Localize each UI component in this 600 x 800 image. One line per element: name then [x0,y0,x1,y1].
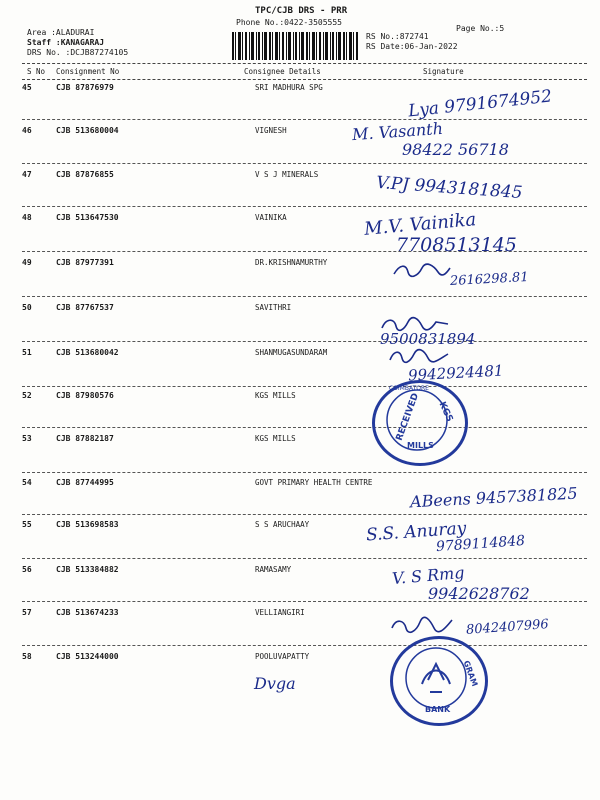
row-sno: 45 [22,83,32,92]
signature-54: ABeens 9457381825 [409,483,579,512]
row-consignee: S S ARUCHAAY [255,520,310,529]
drs-number: DRS No. :DCJB87274105 [27,48,129,57]
row-consignee: POOLUVAPATTY [255,652,310,661]
col-sno: S No [27,67,46,76]
col-consignment: Consignment No [56,67,120,76]
rs-number: RS No.:872741 [366,32,429,41]
stamp-coimbatore-text: COIMBATORE [389,385,429,392]
signature-50-phone: 9500831894 [380,330,476,348]
tamil-signature-57 [390,616,454,636]
row-sno: 47 [22,170,32,179]
row-divider [22,427,587,428]
row-divider [22,206,587,207]
table-header [0,64,600,80]
bank-stamp-bank-text: BANK [425,705,451,714]
signature-46-phone: 98422 56718 [402,140,509,159]
row-sno: 58 [22,652,32,661]
row-consignment: CJB 513680004 [56,126,119,135]
row-consignee: DR.KRISHNAMURTHY [255,258,328,267]
row-sno: 51 [22,348,32,357]
row-consignment: CJB 513680042 [56,348,119,357]
row-sno: 53 [22,434,32,443]
row-consignment: CJB 513698583 [56,520,119,529]
staff-label: Staff :KANAGARAJ [27,38,105,47]
row-divider [22,558,587,559]
row-consignee: V S J MINERALS [255,170,319,179]
row-consignment: CJB 87977391 [56,258,114,267]
col-consignee: Consignee Details [244,67,321,76]
received-stamp-kgs [372,380,468,466]
table-row [0,348,600,392]
row-divider [22,472,587,473]
page-number: Page No.:5 [456,24,505,33]
row-divider [22,163,587,164]
area-label: Area :ALADURAI [27,28,95,37]
signature-46-name: M. Vasanth [351,118,444,145]
signature-45: Lya 9791674952 [407,86,553,122]
signature-51-phone: 9942924481 [407,361,504,385]
table-row [0,391,600,435]
signature-47: V.PJ 9943181845 [375,172,524,204]
table-row [0,126,600,170]
row-divider [22,341,587,342]
row-consignee: SAVITHRI [255,303,292,312]
row-sno: 56 [22,565,32,574]
signature-57-phone: 8042407996 [465,617,550,638]
row-consignee: VIGNESH [255,126,287,135]
bank-stamp [390,636,488,726]
signature-48-phone: 7708513145 [396,234,517,256]
signature-56-name: V. S Rmg [391,562,466,589]
signature-56-phone: 9942628762 [428,584,530,603]
tamil-signature-49 [392,262,452,280]
row-sno: 50 [22,303,32,312]
barcode-image [232,32,360,60]
phone-number: Phone No.:0422-3505555 [236,18,342,27]
bank-stamp-gram-text: GRAM [461,659,480,688]
row-consignment: CJB 87980576 [56,391,114,400]
row-consignment: CJB 87744995 [56,478,114,487]
row-consignment: CJB 87767537 [56,303,114,312]
row-consignment: CJB 87882187 [56,434,114,443]
row-divider [22,645,587,646]
tamil-signature-51 [388,346,452,366]
row-consignment: CJB 513244000 [56,652,119,661]
col-signature: Signature [423,67,464,76]
row-sno: 48 [22,213,32,222]
header-divider-bottom [22,79,587,80]
row-consignee: SRI MADHURA SPG [255,83,323,92]
row-sno: 46 [22,126,32,135]
signature-49-phone: 2616298.81 [449,269,529,290]
signature-55-phone: 9789114848 [435,532,526,556]
document-title: TPC/CJB DRS - PRR [255,6,348,16]
row-sno: 57 [22,608,32,617]
row-divider [22,119,587,120]
row-consignee: VELLIANGIRI [255,608,305,617]
table-row [0,434,600,478]
row-consignment: CJB 513384882 [56,565,119,574]
table-row [0,652,600,696]
row-divider [22,386,587,387]
stamp-received-text: RECEIVED [394,391,422,443]
row-consignee: GOVT PRIMARY HEALTH CENTRE [255,478,373,487]
row-sno: 52 [22,391,32,400]
row-consignee: KGS MILLS [255,391,296,400]
row-consignment: CJB 513674233 [56,608,119,617]
row-consignee: VAINIKA [255,213,287,222]
row-consignment: CJB 87876855 [56,170,114,179]
row-sno: 54 [22,478,32,487]
row-divider [22,514,587,515]
row-consignment: CJB 87876979 [56,83,114,92]
signature-48-name: M.V. Vainika [363,209,477,240]
stamp-kgs-text: KGS [436,400,455,424]
row-divider [22,296,587,297]
table-row [0,303,600,347]
row-consignee: RAMASAMY [255,565,292,574]
row-consignment: CJB 513647530 [56,213,119,222]
row-consignee: KGS MILLS [255,434,296,443]
row-consignee: SHANMUGASUNDARAM [255,348,328,357]
rs-date: RS Date:06-Jan-2022 [366,42,458,51]
stamp-mills-text: MILLS [407,441,434,450]
signature-55-name: S.S. Anuray [365,518,467,546]
signature-58: Dvga [254,674,296,693]
row-sno: 49 [22,258,32,267]
row-sno: 55 [22,520,32,529]
